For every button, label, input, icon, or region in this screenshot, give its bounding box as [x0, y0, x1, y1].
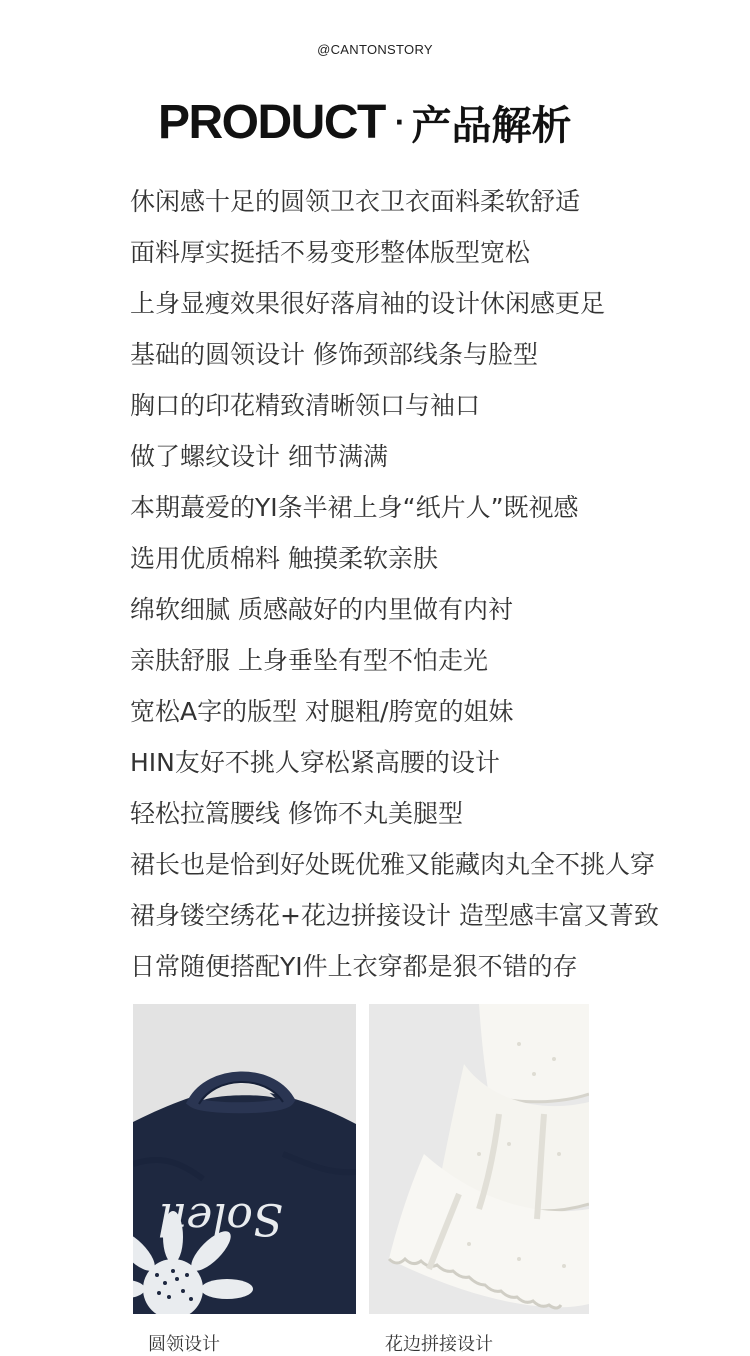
lace-skirt-photo — [369, 1004, 589, 1314]
title-separator: · — [394, 103, 406, 140]
title-chinese: 产品解析 — [411, 102, 572, 149]
brand-handle: @CANTONSTORY — [317, 42, 433, 57]
sweatshirt-neckline-photo — [133, 1004, 356, 1314]
description-line: 裙身镂空绣花+花边拼接设计 造型感丰富又菁致 — [130, 901, 659, 930]
description-line: HIN友好不挑人穿松紧高腰的设计 — [130, 748, 500, 777]
page-title — [158, 90, 571, 154]
product-description — [130, 180, 750, 996]
title-english: PRODUCT — [158, 95, 385, 149]
description-line: 本期蕞爱的YI条半裙上身“纸片人”既视感 — [130, 493, 579, 522]
description-line: 选用优质棉料 触摸柔软亲肤 — [130, 544, 438, 573]
description-line: 裙长也是恰到好处既优雅又能藏肉丸全不挑人穿 — [130, 850, 656, 879]
description-line: 日常随便搭配YI件上衣穿都是狠不错的存 — [130, 952, 578, 981]
description-line: 基础的圆领设计 修饰颈部线条与脸型 — [130, 340, 538, 369]
print-lettering: Soleil — [158, 1193, 283, 1244]
description-line: 休闲感十足的圆领卫衣卫衣面料柔软舒适 — [130, 187, 581, 216]
description-line: 上身显瘦效果很好落肩袖的设计休闲感更足 — [130, 289, 606, 318]
description-line: 绵软细腻 质感敲好的内里做有内衬 — [130, 595, 513, 624]
description-line: 胸口的印花精致清晰领口与袖口 — [130, 391, 481, 420]
photo-caption-neckline: 圆领设计 — [148, 1334, 220, 1355]
description-line: 宽松A字的版型 对腿粗/胯宽的姐妹 — [130, 697, 514, 726]
description-line: 亲肤舒服 上身垂坠有型不怕走光 — [130, 646, 488, 675]
photo-caption-lace: 花边拼接设计 — [385, 1334, 493, 1355]
description-line: 做了螺纹设计 细节满满 — [130, 442, 388, 471]
description-line: 面料厚实挺括不易变形整体版型宽松 — [130, 238, 531, 267]
description-line: 轻松拉篙腰线 修饰不丸美腿型 — [130, 799, 463, 828]
